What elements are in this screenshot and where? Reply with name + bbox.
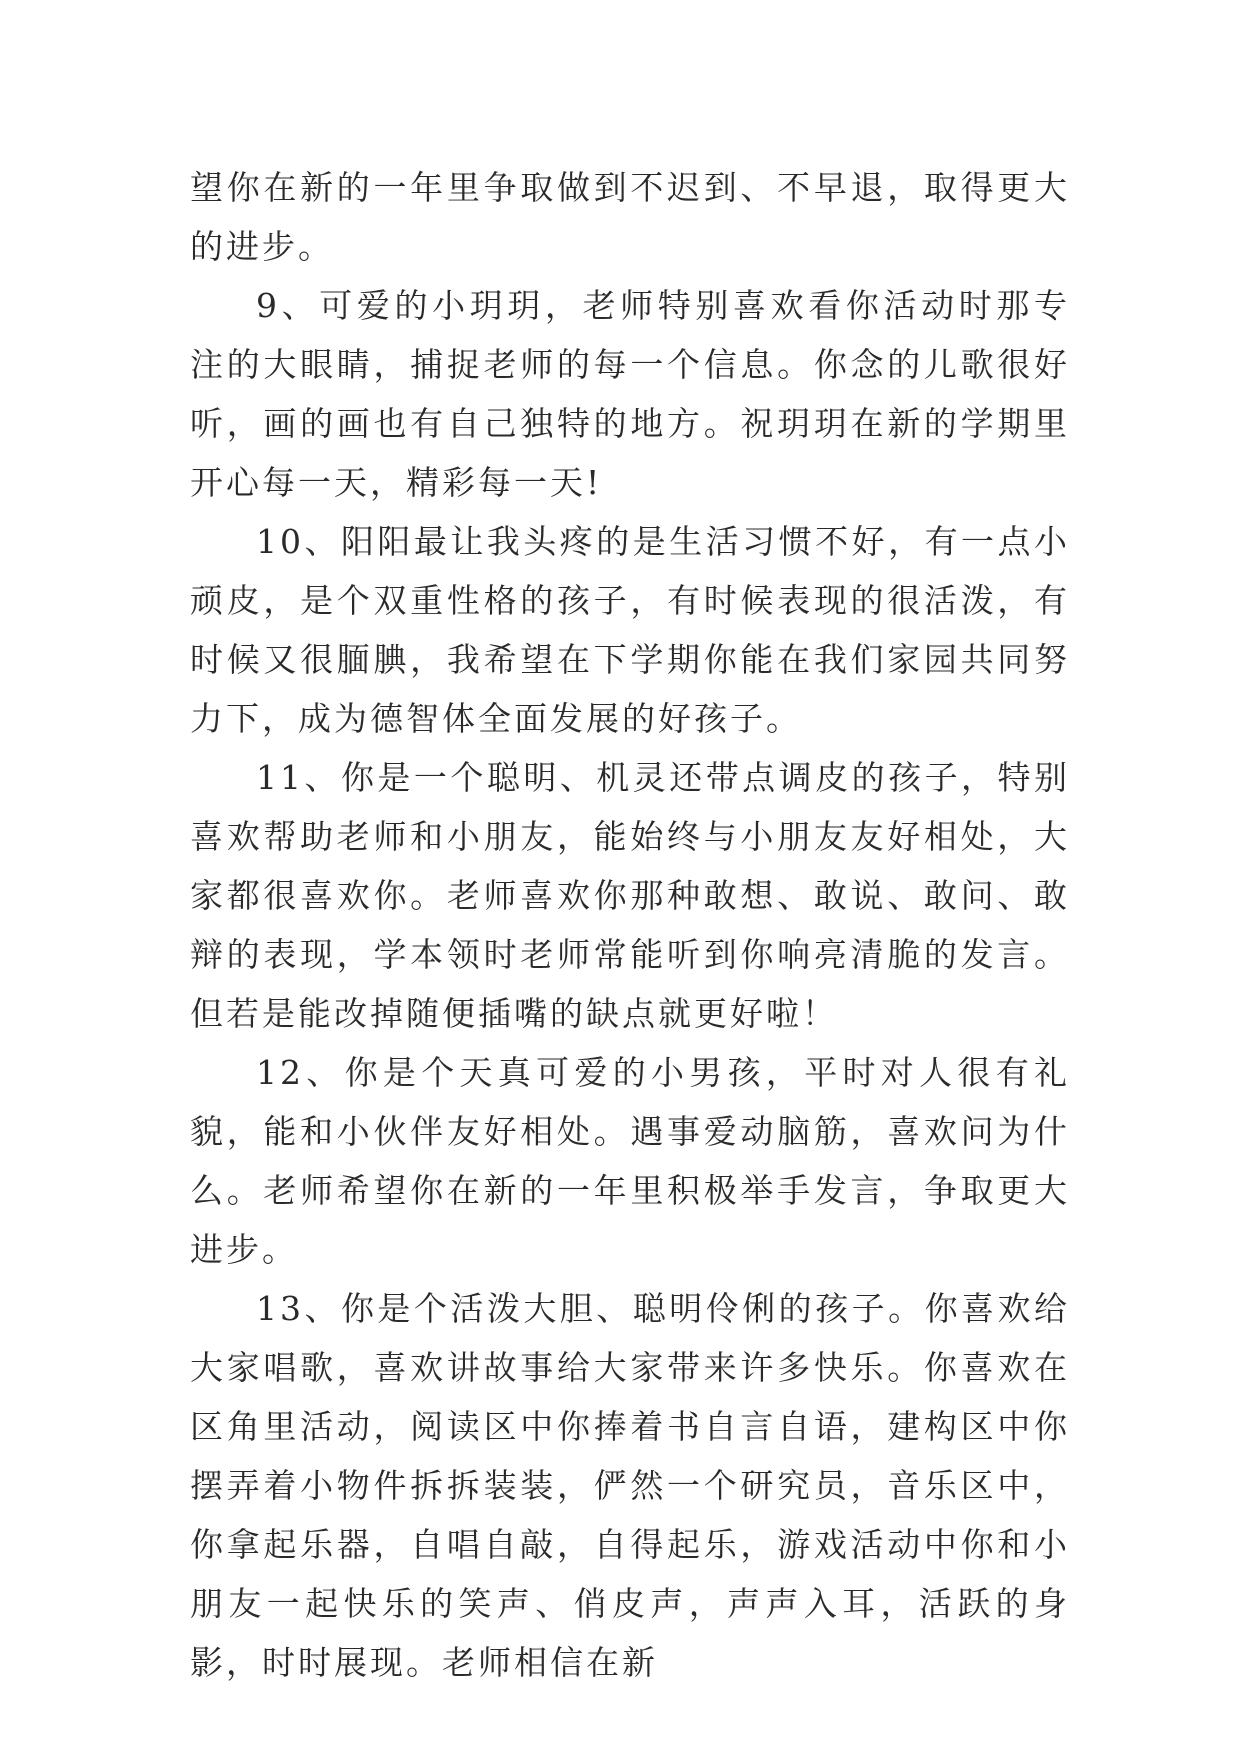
paragraph-11: 11、你是一个聪明、机灵还带点调皮的孩子，特别喜欢帮助老师和小朋友，能始终与小朋友友好相处，大家都很喜欢你。老师喜欢你那种敢想、敢说、敢问、敢辩的表现，学本领时老师常能听到你响亮清脆的发言。但若是能改掉随便插嘴的缺点就更好啦！ — [190, 758, 1070, 1033]
paragraph-13: 13、你是个活泼大胆、聪明伶俐的孩子。你喜欢给大家唱歌，喜欢讲故事给大家带来许多快乐。你喜欢在区角里活动，阅读区中你捧着书自言自语，建构区中你摆弄着小物件拆拆装装，俨然一个研究员，音乐区中，你拿起乐器，自唱自敲，自得起乐，游戏活动中你和小朋友一起快乐的笑声、俏皮声，声声入耳，活跃的身影，时时展现。老师相信在新 — [190, 1289, 1070, 1682]
paragraph-8-continuation: 望你在新的一年里争取做到不迟到、不早退，取得更大的进步。 — [190, 168, 1070, 266]
paragraph-9: 9、可爱的小玥玥，老师特别喜欢看你活动时那专注的大眼睛，捕捉老师的每一个信息。你念的儿歌很好听，画的画也有自己独特的地方。祝玥玥在新的学期里开心每一天，精彩每一天! — [190, 286, 1070, 502]
document-body — [190, 158, 1070, 1692]
paragraph-10: 10、阳阳最让我头疼的是生活习惯不好，有一点小顽皮，是个双重性格的孩子，有时候表现的很活泼，有时候又很腼腆，我希望在下学期你能在我们家园共同努力下，成为德智体全面发展的好孩子。 — [190, 522, 1070, 738]
paragraph-12: 12、你是个天真可爱的小男孩，平时对人很有礼貌，能和小伙伴友好相处。遇事爱动脑筋，喜欢问为什么。老师希望你在新的一年里积极举手发言，争取更大进步。 — [190, 1053, 1070, 1269]
